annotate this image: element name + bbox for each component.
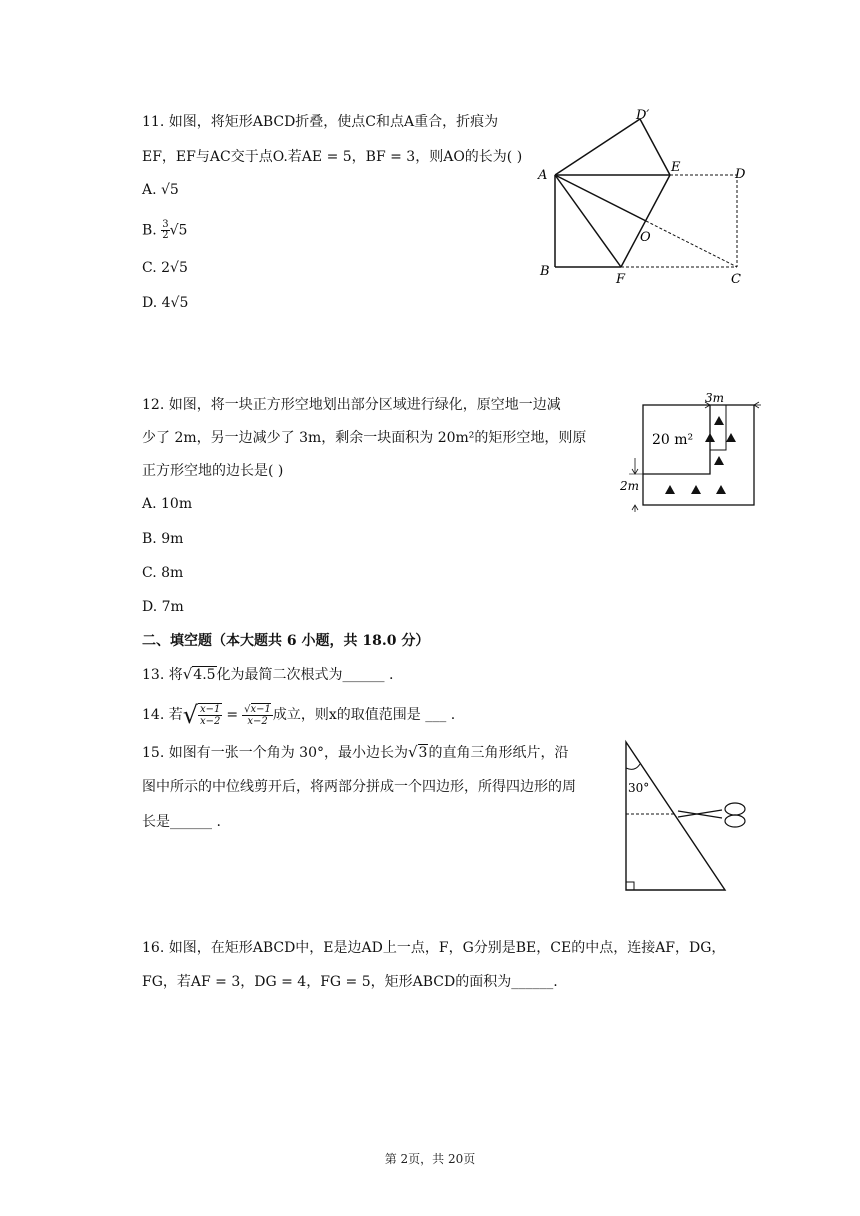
q12-option-d: D. 7m	[142, 599, 184, 615]
q11-label-o: O	[640, 230, 651, 245]
q11-edge-adp	[555, 119, 640, 175]
q11-label-e: E	[671, 160, 681, 175]
q12-line2: 少了 2m，另一边减少了 3m，剩余一块面积为 20m²的矩形空地，则原	[142, 430, 587, 446]
q12-option-a: A. 10m	[142, 496, 193, 512]
q15-line2: 图中所示的中位线剪开后，将两部分拼成一个四边形，所得四边形的周	[142, 779, 576, 795]
q14-suffix: 成立，则x的取值范围是 ___ .	[272, 707, 456, 723]
q12-triangle-2	[705, 433, 715, 442]
q15-angle-label: 30°	[628, 781, 650, 795]
q12-triangle-3	[726, 433, 736, 442]
q11-line1: 11. 如图，将矩形ABCD折叠，使点C和点A重合，折痕为	[142, 114, 499, 130]
q11-edge-oc	[646, 221, 737, 267]
section-fill-blank-title: 二、填空题（本大题共 6 小题，共 18.0 分）	[142, 633, 430, 649]
q13-suffix: 化为最简二次根式为______ .	[216, 667, 394, 683]
q12-label-area: 20 m²	[652, 432, 694, 448]
q14-prefix: 14. 若	[142, 707, 183, 723]
q11-option-b-fraction	[161, 220, 169, 241]
q12-triangle-7	[716, 485, 726, 494]
page-footer: 第 2页，共 20页	[384, 1152, 476, 1166]
q12-option-c: C. 8m	[142, 565, 184, 581]
q15-line3: 长是______ .	[142, 814, 221, 830]
q12-triangle-4	[714, 456, 724, 465]
q14-right-fraction	[242, 704, 273, 727]
q15-line1-prefix: 15. 如图有一张一个角为 30°，最小边长为	[142, 745, 408, 761]
q13-prefix: 13. 将	[142, 667, 183, 683]
q15-figure	[618, 738, 758, 898]
q12-green-markers	[665, 416, 736, 494]
q11-option-b-suffix: √5	[169, 222, 188, 239]
q14-left-fraction	[198, 703, 222, 727]
q11-edge-af	[555, 175, 621, 267]
q12-figure	[615, 388, 765, 518]
q14-right-denominator: x−2	[247, 715, 268, 727]
q14-left-numerator: x−1	[200, 704, 221, 715]
q12-green-l	[710, 405, 726, 450]
q16-line2: FG，若AF = 3，DG = 4，FG = 5，矩形ABCD的面积为______.	[142, 974, 558, 990]
q11-option-b-denominator: 2	[162, 230, 169, 241]
q11-label-a: A	[538, 168, 548, 183]
q11-label-dprime: D′	[636, 108, 650, 123]
q15-radicand: 3	[418, 745, 428, 761]
q14-left-denominator: x−2	[200, 716, 221, 727]
q12-line1: 12. 如图，将一块正方形空地划出部分区域进行绿化，原空地一边减	[142, 397, 561, 413]
q11-label-c: C	[731, 272, 741, 285]
q16-line1: 16. 如图，在矩形ABCD中，E是边AD上一点，F，G分别是BE，CE的中点，连接AF，DG，	[142, 940, 726, 956]
q14-right-numerator-wrap	[242, 704, 273, 716]
q11-label-d: D	[735, 167, 746, 182]
q12-label-2m: 2m	[620, 479, 640, 493]
q11-option-a: A. √5	[142, 182, 179, 198]
q11-edge-ao	[555, 175, 646, 221]
q11-option-d: D. 4√5	[142, 295, 189, 311]
q11-option-c: C. 2√5	[142, 260, 188, 276]
q11-figure	[528, 105, 758, 285]
q14-equals: =	[226, 707, 239, 723]
q12-triangle-6	[691, 485, 701, 494]
q14-radical-sign: √	[182, 701, 199, 729]
q13-radical-sign: √	[182, 665, 193, 683]
q15-line1-suffix: 的直角三角形纸片，沿	[428, 745, 569, 761]
q15-radical-sign: √	[407, 743, 418, 761]
q12-triangle-1	[714, 416, 724, 425]
q12-line3: 正方形空地的边长是( )	[142, 463, 284, 479]
q11-option-b-numerator: 3	[162, 219, 169, 230]
q15-right-angle-mark	[626, 882, 634, 890]
q14-line	[142, 701, 455, 729]
q14-right-numerator: x−1	[250, 703, 271, 715]
q13-radicand: 4.5	[193, 667, 216, 683]
scissors-icon	[678, 803, 745, 827]
q12-label-3m: 3m	[705, 391, 725, 405]
q11-edge-dpe	[640, 119, 670, 175]
q11-option-b	[142, 220, 187, 241]
q12-triangle-5	[665, 485, 675, 494]
q11-label-f: F	[616, 272, 626, 285]
q15-angle-arc	[626, 764, 640, 769]
q11-label-b: B	[540, 264, 550, 279]
q11-option-b-prefix: B.	[142, 222, 162, 239]
q15-line1	[142, 742, 568, 763]
q14-right-radical: √	[244, 703, 251, 715]
q11-line2: EF，EF与AC交于点O.若AE = 5，BF = 3，则AO的长为( )	[142, 149, 523, 165]
q13-line	[142, 664, 393, 685]
q12-option-b: B. 9m	[142, 531, 184, 547]
